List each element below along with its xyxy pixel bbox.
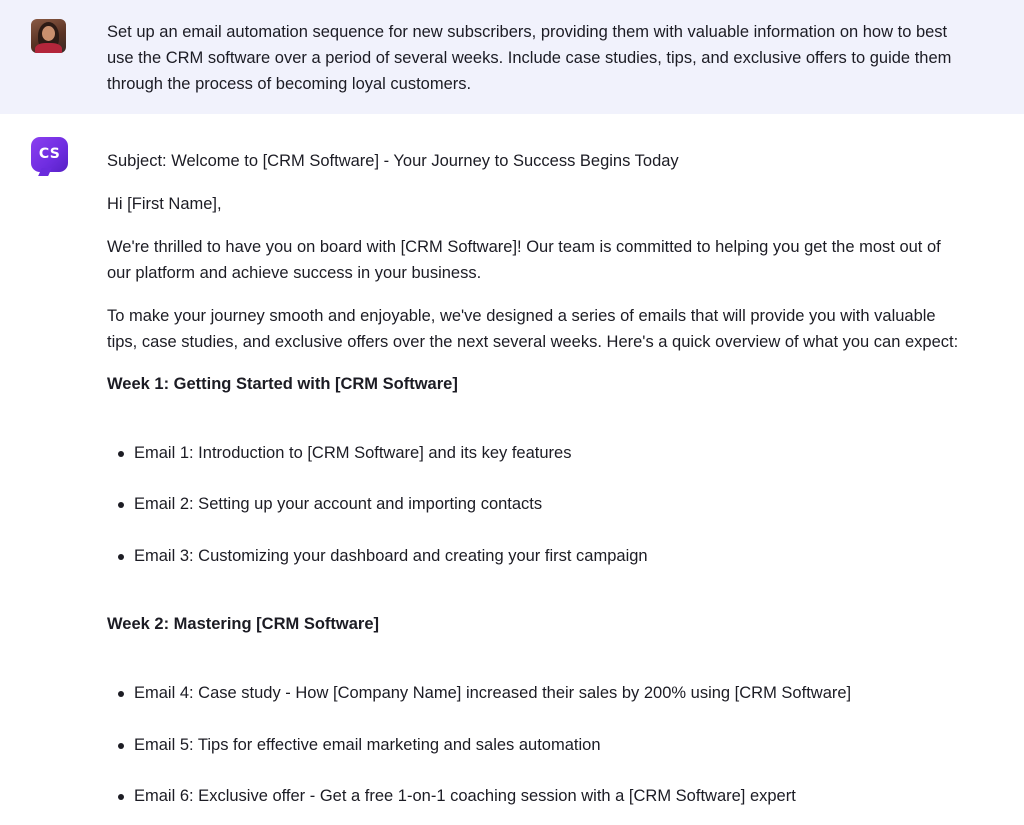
- email-subject: Subject: Welcome to [CRM Software] - Your Journey to Success Begins Today: [107, 152, 679, 170]
- list-item: [134, 440, 571, 466]
- intro-line: We're thrilled to have you on board with [CRM Software]! Our team is committed to helping you get the most out of: [107, 238, 941, 256]
- bullet-icon: [118, 554, 124, 560]
- list-item-text: Email 2: Setting up your account and importing contacts: [134, 495, 543, 513]
- user-message: [0, 0, 1024, 114]
- list-item-text: Email 1: Introduction to [CRM Software] and its key features: [134, 444, 572, 462]
- list-item-text: Email 4: Case study - How [Company Name] increased their sales by 200% using [CRM Software]: [134, 684, 852, 702]
- email-greeting: Hi [First Name],: [107, 195, 222, 213]
- list-item: [134, 680, 851, 706]
- bullet-icon: [118, 743, 124, 749]
- bullet-icon: [118, 451, 124, 457]
- user-avatar: [31, 19, 66, 53]
- user-message-line: use the CRM software over a period of several weeks. Include case studies, tips, and exclusive offers to guide them: [107, 49, 952, 67]
- list-item: [134, 732, 601, 758]
- user-message-text: [107, 19, 987, 97]
- bullet-icon: [118, 794, 124, 800]
- user-message-line: through the process of becoming loyal customers.: [107, 75, 472, 93]
- list-item-text: Email 5: Tips for effective email marketing and sales automation: [134, 736, 601, 754]
- list-item-text: Email 6: Exclusive offer - Get a free 1-on-1 coaching session with a [CRM Software] expert: [134, 787, 796, 805]
- list-item: [134, 491, 542, 517]
- list-item: [134, 543, 648, 569]
- bullet-icon: [118, 691, 124, 697]
- overview-line: To make your journey smooth and enjoyable, we've designed a series of emails that will provide you with valuable: [107, 307, 936, 325]
- avatar-face: [42, 26, 55, 41]
- list-item: [134, 783, 796, 809]
- assistant-avatar: CS: [31, 137, 68, 172]
- overview-line: tips, case studies, and exclusive offers over the next several weeks. Here's a quick overview of what you can expect:: [107, 333, 959, 351]
- list-item-text: Email 3: Customizing your dashboard and creating your first campaign: [134, 547, 648, 565]
- user-message-line: Set up an email automation sequence for new subscribers, providing them with valuable information on how to best: [107, 23, 948, 41]
- bullet-icon: [118, 502, 124, 508]
- intro-line: our platform and achieve success in your business.: [107, 264, 482, 282]
- week-heading: Week 1: Getting Started with [CRM Software]: [107, 375, 458, 393]
- avatar-shirt: [35, 43, 62, 53]
- week-heading: Week 2: Mastering [CRM Software]: [107, 615, 379, 633]
